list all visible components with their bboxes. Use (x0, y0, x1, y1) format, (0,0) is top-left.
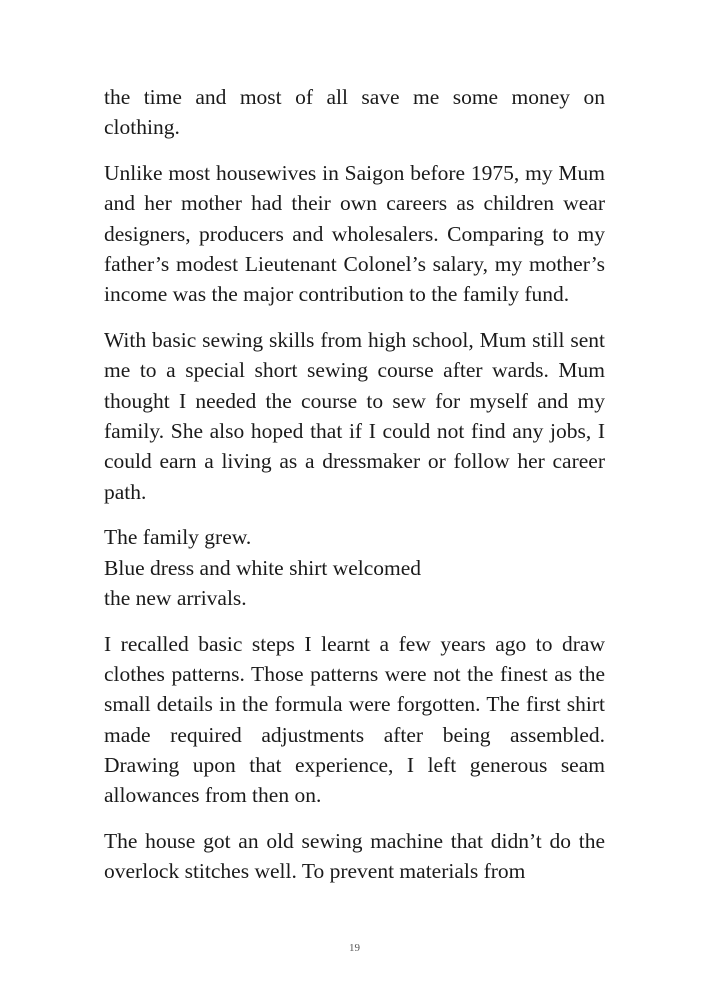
poem-line: Blue dress and white shirt welcomed (104, 555, 422, 580)
paragraph: Unlike most housewives in Saigon before 1975, my Mum and her mother had their own careers as children wear designers, producers and wholesalers. Comparing to my father’s modest Lieutenant Colonel’s salary, my mother’s income was the major contribution to the family fund. (104, 161, 605, 307)
paragraph: I recalled basic steps I learnt a few years ago to draw clothes patterns. Those patterns were not the finest as the small details in the formula were forgotten. The first shirt made required adjustments after being assembled. Drawing upon that experience, I left generous seam allowances from then on. (104, 631, 605, 808)
page-number: 19 (349, 942, 360, 954)
poem-line: The family grew. (104, 525, 252, 550)
body-text (104, 82, 605, 902)
paragraph: The house got an old sewing machine that didn’t do the overlock stitches well. To prevent materials from (104, 829, 605, 884)
poem-verse (104, 522, 605, 613)
paragraph: With basic sewing skills from high school, Mum still sent me to a special short sewing course after wards. Mum thought I needed the course to sew for myself and my family. She also hoped that if I could not find any jobs, I could earn a living as a dressmaker or follow her career path. (104, 328, 605, 504)
paragraph: the time and most of all save me some money on clothing. (104, 85, 605, 140)
poem-line: the new arrivals. (104, 585, 247, 610)
